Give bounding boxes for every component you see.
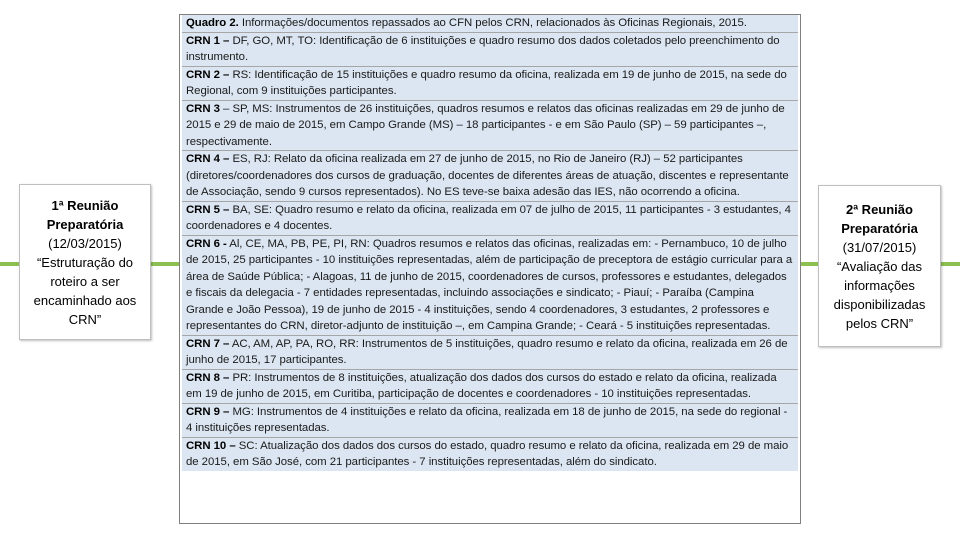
connector-left-outer bbox=[0, 262, 19, 266]
table-row bbox=[182, 404, 798, 438]
table-row bbox=[182, 33, 798, 67]
meeting-2-title: 2ª Reunião Preparatória bbox=[841, 201, 918, 236]
row-text: ES, RJ: Relato da oficina realizada em 27 de junho de 2015, no Rio de Janeiro (RJ) – 52 participantes (diretores/coordenadores dos cursos de graduação, docentes de diferentes áreas de atuação, discentes e representante de Associação, sendo 9 cursos representados). No ES teve-se baixa adesão das IES, não ocorrendo a oficina. bbox=[186, 153, 789, 198]
row-label: CRN 3 bbox=[186, 102, 220, 115]
row-label: CRN 5 – bbox=[186, 203, 230, 216]
row-text: – SP, MS: Instrumentos de 26 instituições, quadros resumos e relatos das oficinas realizadas em 29 de junho de 2015 e 29 de maio de 2015, em Campo Grande (MS) – 18 participantes - e em São Paulo (SP) – 59 participantes –, respectivamente. bbox=[186, 102, 785, 148]
row-text: Al, CE, MA, PB, PE, PI, RN: Quadros resumos e relatos das oficinas, realizadas em: - Pernambuco, 10 de julho de 2015, 25 participantes - 10 instituições representadas, além de participação de preceptora de estágio curricular para a área de Saúde Pública; - Alagoas, 11 de junho de 2015, coordenadores de cursos, professores e estudantes, delegados e fiscais da delegacia - 7 entidades representadas, incluindo associações e sindicato; - Piauí; - Paraíba (Campina Grande e João Pessoa), 19 de junho de 2015 - 4 instituições, sendo 4 coordenadores, 3 estudantes, 2 professores e representantes do CRN, diretor-adjunto de instituição –, em Campina Grande; - Ceará - 5 instituições representadas. bbox=[186, 237, 793, 332]
table-row bbox=[182, 236, 798, 336]
meeting-1-subtitle: “Estruturação do roteiro a ser encaminhado aos CRN” bbox=[33, 254, 137, 327]
connector-left-inner bbox=[151, 262, 179, 266]
row-label: CRN 10 – bbox=[186, 439, 236, 452]
row-text: MG: Instrumentos de 4 instituições e relato da oficina, realizada em 18 de junho de 2015, na sede do regional - 4 instituições representadas. bbox=[186, 405, 788, 434]
row-label: CRN 1 – bbox=[186, 34, 230, 47]
row-label: CRN 9 – bbox=[186, 405, 230, 418]
table-row bbox=[182, 151, 798, 202]
row-label: CRN 8 – bbox=[186, 371, 230, 384]
row-text: AC, AM, AP, PA, RO, RR: Instrumentos de 5 instituições, quadro resumo e relato da oficina, realizada em 26 de junho de 2015, 17 participantes. bbox=[186, 337, 788, 366]
crn-info-table bbox=[179, 14, 801, 524]
meeting-box-2 bbox=[818, 185, 941, 347]
table-heading-label: Quadro 2. bbox=[186, 17, 239, 29]
row-label: CRN 7 – bbox=[186, 337, 230, 350]
meeting-1-title: 1ª Reunião Preparatória bbox=[46, 197, 124, 232]
table-row bbox=[182, 202, 798, 236]
meeting-2-date: (31/07/2015) bbox=[842, 239, 917, 255]
connector-right-inner bbox=[801, 262, 818, 266]
row-label: CRN 2 – bbox=[186, 68, 230, 81]
row-label: CRN 6 - bbox=[186, 237, 227, 250]
table-row bbox=[182, 438, 798, 471]
row-text: PR: Instrumentos de 8 instituições, atualização dos dados dos cursos do estado e relato da oficina, realizada em 19 de junho de 2015, em Curitiba, participação de docentes e coordenadores - 10 instituições representadas. bbox=[186, 371, 777, 400]
meeting-1-date: (12/03/2015) bbox=[48, 235, 122, 251]
row-text: DF, GO, MT, TO: Identificação de 6 instituições e quadro resumo dos dados coletados pelo preenchimento do instrumento. bbox=[186, 34, 780, 63]
table-row bbox=[182, 370, 798, 404]
row-text: BA, SE: Quadro resumo e relato da oficina, realizada em 07 de julho de 2015, 11 participantes - 3 estudantes, 4 coordenadores e 4 docentes. bbox=[186, 203, 791, 232]
row-text: RS: Identificação de 15 instituições e quadro resumo da oficina, realizada em 19 de junho de 2015, na sede do Regional, com 9 instituições participantes. bbox=[186, 68, 787, 97]
row-label: CRN 4 – bbox=[186, 153, 230, 165]
meeting-2-subtitle: “Avaliação das informações disponibilizadas pelos CRN” bbox=[833, 258, 926, 331]
table-row bbox=[182, 67, 798, 101]
table-heading bbox=[182, 15, 798, 33]
connector-right-outer bbox=[941, 262, 960, 266]
table-row bbox=[182, 101, 798, 152]
row-text: SC: Atualização dos dados dos cursos do estado, quadro resumo e relato da oficina, realizada em 29 de maio de 2015, em São José, com 21 participantes - 7 instituições representadas, além do sindicato. bbox=[186, 439, 789, 468]
table-heading-text: Informações/documentos repassados ao CFN pelos CRN, relacionados às Oficinas Regionais, 2015. bbox=[238, 17, 747, 29]
table-row bbox=[182, 336, 798, 370]
meeting-box-1 bbox=[19, 184, 151, 340]
